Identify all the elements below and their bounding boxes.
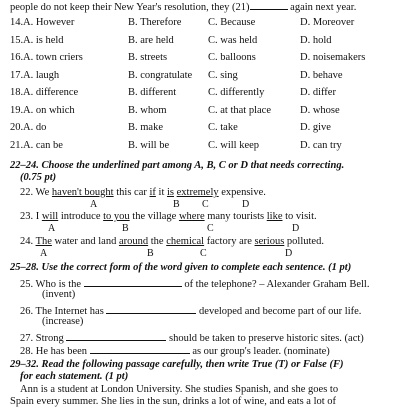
- passage-line-1: Ann is a student at London University. She studies Spanish, and she goes to: [20, 384, 339, 395]
- option-b[interactable]: B. will be: [128, 139, 170, 151]
- option-d[interactable]: D. differ: [300, 87, 336, 98]
- option-c[interactable]: C. will keep: [208, 139, 260, 151]
- letter-c-22: C: [202, 199, 209, 210]
- letter-b-23: B: [122, 223, 129, 234]
- underlined-part-d: like: [266, 211, 283, 222]
- section-heading-true-false: 29–32. Read the following passage carefully, then write True (T) or False (F): [10, 359, 344, 370]
- underlined-part-d: serious: [254, 236, 285, 247]
- option-d[interactable]: D. hold: [300, 34, 332, 46]
- section-heading-correction: 22–24. Choose the underlined part among A, B, C or D that needs correcting.: [10, 160, 345, 171]
- question-number: 16.: [10, 52, 24, 63]
- option-b[interactable]: B. different: [128, 87, 177, 98]
- letter-b-22: B: [173, 199, 180, 210]
- option-c[interactable]: C. differently: [208, 87, 265, 98]
- question-number: 21.: [10, 139, 24, 151]
- option-d[interactable]: D. noisemakers: [300, 52, 366, 63]
- option-c[interactable]: C. at that place: [208, 104, 271, 116]
- underlined-part-b: if: [149, 187, 156, 198]
- question-number: 19.: [10, 104, 24, 116]
- hint-26: (increase): [42, 316, 84, 327]
- answer-blank-21: [250, 0, 288, 10]
- underlined-part-a: haven't bought: [51, 187, 114, 198]
- option-d[interactable]: D. can try: [300, 139, 342, 151]
- option-c[interactable]: C. Because: [208, 17, 256, 28]
- question-24: 24. The water and land around the chemical factory are serious polluted.: [20, 236, 324, 247]
- option-b[interactable]: B. make: [128, 122, 163, 133]
- underlined-part-b: around: [118, 236, 149, 247]
- underlined-part-d: extremely: [176, 187, 219, 198]
- option-b[interactable]: B. congratulate: [128, 69, 193, 81]
- option-c[interactable]: C. was held: [208, 34, 258, 46]
- option-b[interactable]: B. streets: [128, 52, 168, 63]
- option-a[interactable]: A. difference: [23, 87, 79, 98]
- option-b[interactable]: B. whom: [128, 104, 167, 116]
- question-number: 20.: [10, 122, 24, 133]
- underlined-part-b: to you: [103, 211, 130, 222]
- option-a[interactable]: A. However: [23, 17, 75, 28]
- intro-text-after: again next year.: [290, 2, 357, 13]
- option-a[interactable]: A. town criers: [23, 52, 83, 63]
- letter-d-23: D: [292, 223, 300, 234]
- hint-25: (invent): [42, 289, 76, 300]
- answer-blank-28[interactable]: [90, 344, 190, 354]
- option-a[interactable]: A. laugh: [23, 69, 60, 81]
- option-b[interactable]: B. are held: [128, 34, 174, 46]
- question-26: 26. The Internet has developed and become part of our life.: [20, 306, 362, 317]
- underlined-part-c: chemical: [166, 236, 205, 247]
- option-d[interactable]: D. Moreover: [300, 17, 355, 28]
- option-d[interactable]: D. give: [300, 122, 331, 133]
- letter-c-23: C: [207, 223, 214, 234]
- option-c[interactable]: C. sing: [208, 69, 238, 81]
- option-b[interactable]: B. Therefore: [128, 17, 182, 28]
- option-a[interactable]: A. can be: [23, 139, 63, 151]
- letter-a-24: A: [40, 248, 48, 259]
- answer-blank-27[interactable]: [66, 331, 166, 341]
- question-22: 22. We haven't bought this car if it is extremely expensive.: [20, 187, 266, 198]
- question-27: 27. Strong should be taken to preserve historic sites. (act): [20, 333, 364, 344]
- answer-blank-26[interactable]: [106, 304, 196, 314]
- section-points-correction: (0.75 pt): [20, 172, 57, 183]
- letter-d-24: D: [285, 248, 293, 259]
- intro-line: [10, 0, 356, 14]
- answer-blank-25[interactable]: [84, 277, 182, 287]
- letter-b-24: B: [147, 248, 154, 259]
- letter-a-22: A: [90, 199, 98, 210]
- question-23: 23. I will introduce to you the village where many tourists like to visit.: [20, 211, 317, 222]
- letter-a-23: A: [48, 223, 56, 234]
- question-number: 18.: [10, 87, 24, 98]
- underlined-part-c: is: [167, 187, 175, 198]
- option-c[interactable]: C. balloons: [208, 52, 256, 63]
- option-d[interactable]: D. behave: [300, 69, 343, 81]
- question-28: 28. He has been as our group's leader. (nominate): [20, 346, 330, 357]
- passage-line-2: Spain every summer. She lies in the sun, drinks a lot of wine, and eats a lot of: [10, 396, 337, 407]
- option-d[interactable]: D. whose: [300, 104, 340, 116]
- underlined-part-a: The: [35, 236, 52, 247]
- question-number: 14.: [10, 17, 24, 28]
- intro-text: people do not keep their New Year's resolution, they (21): [10, 2, 250, 13]
- question-number: 15.: [10, 34, 24, 46]
- underlined-part-a: will: [41, 211, 59, 222]
- option-a[interactable]: A. do: [23, 122, 47, 133]
- underlined-part-c: where: [178, 211, 205, 222]
- letter-d-22: D: [242, 199, 250, 210]
- section-heading-true-false-2: for each statement. (1 pt): [20, 371, 129, 382]
- section-heading-word-form: 25–28. Use the correct form of the word given to complete each sentence. (1 pt): [10, 262, 352, 273]
- letter-c-24: C: [200, 248, 207, 259]
- question-number: 17.: [10, 69, 24, 81]
- option-a[interactable]: A. on which: [23, 104, 75, 116]
- option-c[interactable]: C. take: [208, 122, 238, 133]
- option-a[interactable]: A. is held: [23, 34, 64, 46]
- question-25: 25. Who is the of the telephone? – Alexander Graham Bell.: [20, 279, 370, 290]
